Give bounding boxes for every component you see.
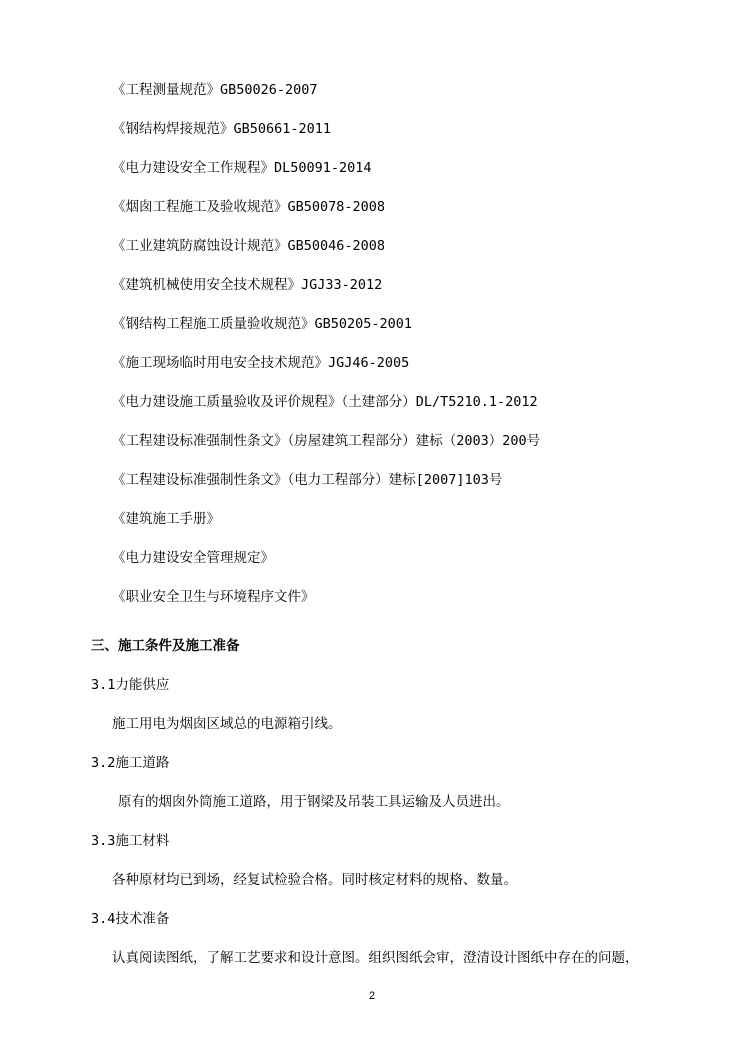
reference-item: 《施工现场临时用电安全技术规范》JGJ46-2005: [112, 355, 410, 371]
reference-item: 《钢结构工程施工质量验收规范》GB50205-2001: [112, 316, 413, 332]
paragraph: 施工用电为烟囱区域总的电源箱引线。: [112, 716, 342, 732]
reference-item: 《工程建设标准强制性条文》（房屋建筑工程部分）建标（2003）200号: [112, 433, 541, 449]
section-heading: 三、施工条件及施工准备: [91, 638, 240, 654]
reference-item: 《电力建设安全工作规程》DL50091-2014: [112, 160, 372, 176]
reference-item: 《职业安全卫生与环境程序文件》: [112, 589, 315, 605]
paragraph: 原有的烟囱外筒施工道路，用于钢梁及吊装工具运输及人员进出。: [118, 794, 510, 810]
subsection-title: 3.3施工材料: [91, 833, 170, 849]
subsection-title: 3.4技术准备: [91, 911, 170, 927]
reference-item: 《工业建筑防腐蚀设计规范》GB50046-2008: [112, 238, 386, 254]
paragraph: 各种原材均已到场，经复试检验合格。同时核定材料的规格、数量。: [112, 872, 517, 888]
reference-item: 《烟囱工程施工及验收规范》GB50078-2008: [112, 199, 386, 215]
paragraph: 认真阅读图纸，了解工艺要求和设计意图。组织图纸会审，澄清设计图纸中存在的问题，: [112, 950, 639, 966]
reference-item: 《钢结构焊接规范》GB50661-2011: [112, 121, 332, 137]
reference-item: 《建筑施工手册》: [112, 511, 220, 527]
reference-item: 《工程建设标准强制性条文》（电力工程部分）建标[2007]103号: [112, 472, 503, 488]
reference-item: 《建筑机械使用安全技术规程》JGJ33-2012: [112, 277, 383, 293]
subsection-title: 3.1力能供应: [91, 677, 170, 693]
subsection-title: 3.2施工道路: [91, 755, 170, 771]
reference-item: 《电力建设施工质量验收及评价规程》（土建部分）DL/T5210.1-2012: [112, 394, 538, 410]
page-number: 2: [368, 990, 376, 1002]
reference-item: 《电力建设安全管理规定》: [112, 550, 274, 566]
reference-item: 《工程测量规范》GB50026-2007: [112, 82, 318, 98]
